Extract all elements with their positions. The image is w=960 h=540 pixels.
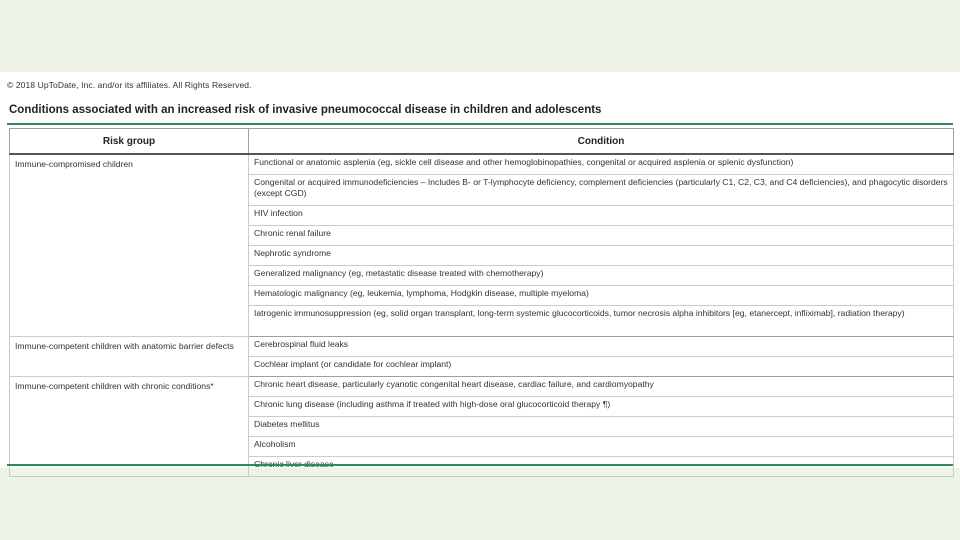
condition-cell: Chronic heart disease, particularly cyanotic congenital heart disease, cardiac failure, and cardiomyopathy xyxy=(249,377,954,397)
table-title: Conditions associated with an increased risk of invasive pneumococcal disease in children and adolescents xyxy=(9,104,602,116)
risk-group-cell: Immune-competent children with anatomic barrier defects xyxy=(10,337,249,377)
condition-cell: Chronic lung disease (including asthma if treated with high-dose oral glucocorticoid therapy ¶) xyxy=(249,397,954,417)
header-condition: Condition xyxy=(249,129,954,155)
condition-cell: Diabetes mellitus xyxy=(249,417,954,437)
condition-cell: Iatrogenic immunosuppression (eg, solid organ transplant, long-term systemic glucocorticoids, tumor necrosis alpha inhibitors [eg, etanercept, infliximab], radiation therapy) xyxy=(249,306,954,337)
bottom-divider xyxy=(7,464,953,466)
condition-cell: Alcoholism xyxy=(249,437,954,457)
condition-cell: Hematologic malignancy (eg, leukemia, lymphoma, Hodgkin disease, multiple myeloma) xyxy=(249,286,954,306)
condition-cell: Cerebrospinal fluid leaks xyxy=(249,337,954,357)
header-row xyxy=(10,129,954,155)
table-row xyxy=(10,377,954,397)
condition-cell: Congenital or acquired immunodeficiencies – Includes B- or T-lymphocyte deficiency, complement deficiencies (particularly C1, C2, C3, and C4 deficiencies), and phagocytic disorders (except CGD) xyxy=(249,175,954,206)
condition-cell xyxy=(249,457,954,477)
condition-cell: Functional or anatomic asplenia (eg, sickle cell disease and other hemoglobinopathies, congenital or acquired asplenia or splenic dysfunction) xyxy=(249,154,954,175)
table-row xyxy=(10,337,954,357)
copyright-notice: © 2018 UpToDate, Inc. and/or its affiliates. All Rights Reserved. xyxy=(7,80,252,90)
title-divider xyxy=(7,123,953,125)
condition-cell: HIV infection xyxy=(249,206,954,226)
condition-cell: Chronic renal failure xyxy=(249,226,954,246)
risk-group-cell: Immune-competent children with chronic conditions* xyxy=(10,377,249,477)
condition-cell: Nephrotic syndrome xyxy=(249,246,954,266)
risk-table xyxy=(9,128,954,477)
condition-cell: Cochlear implant (or candidate for cochlear implant) xyxy=(249,357,954,377)
header-risk-group: Risk group xyxy=(10,129,249,155)
slide-content xyxy=(0,72,960,468)
risk-group-cell: Immune-compromised children xyxy=(10,154,249,337)
table-row xyxy=(10,154,954,175)
condition-cell: Generalized malignancy (eg, metastatic disease treated with chemotherapy) xyxy=(249,266,954,286)
